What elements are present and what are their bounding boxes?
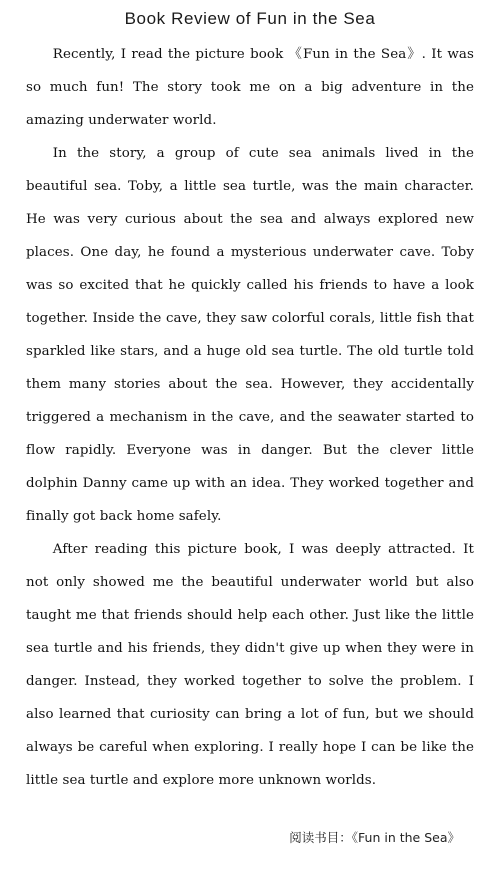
reading-list-footer: 阅读书目：《Fun in the Sea》 bbox=[289, 830, 460, 845]
paragraph-reflection: After reading this picture book, I was deeply attracted. It not only showed me the beautiful underwater world but also taught me that friends should help each other. Just like the little sea turtle and his friends, they didn't give up when they were in danger. Instead, they worked together to solve the problem. I also learned that curiosity can bring a lot of fun, but we should always be careful when exploring. I really hope I can be like the little sea turtle and explore more unknown worlds. bbox=[26, 542, 474, 788]
document-title: Book Review of Fun in the Sea bbox=[124, 9, 376, 28]
document-body bbox=[26, 38, 474, 797]
paragraph-intro: Recently, I read the picture book 《Fun in the Sea》. It was so much fun! The story took me on a big adventure in the amazing underwater world. bbox=[26, 47, 474, 128]
paragraph-story: In the story, a group of cute sea animals lived in the beautiful sea. Toby, a little sea turtle, was the main character. He was very curious about the sea and always explored new places. One day, he found a mysterious underwater cave. Toby was so excited that he quickly called his friends to have a look together. Inside the cave, they saw colorful corals, little fish that sparkled like stars, and a huge old sea turtle. The old turtle told them many stories about the sea. However, they accidentally triggered a mechanism in the cave, and the seawater started to flow rapidly. Everyone was in danger. But the clever little dolphin Danny came up with an idea. They worked together and finally got back home safely. bbox=[26, 146, 474, 524]
